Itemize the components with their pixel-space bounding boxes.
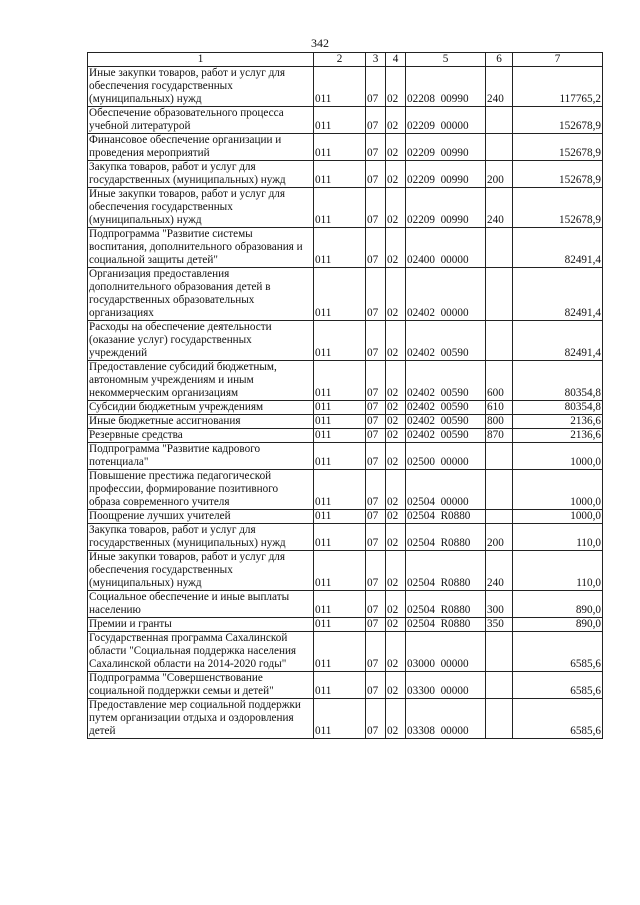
section-cell: 07 <box>366 429 386 443</box>
amount-cell: 890,0 <box>513 591 603 618</box>
amount-cell: 1000,0 <box>513 510 603 524</box>
admin-code-cell: 011 <box>314 107 366 134</box>
expense-type-cell: 600 <box>486 361 513 401</box>
subsection-cell: 02 <box>386 67 406 107</box>
target-article-cell: 02402 00590 <box>406 401 486 415</box>
section-cell: 07 <box>366 268 386 321</box>
table-row <box>88 672 603 699</box>
expense-type-cell: 870 <box>486 429 513 443</box>
table-row <box>88 524 603 551</box>
section-cell: 07 <box>366 551 386 591</box>
budget-table <box>87 52 603 739</box>
target-article-cell: 02402 00000 <box>406 268 486 321</box>
subsection-cell: 02 <box>386 551 406 591</box>
header-cell: 1 <box>88 53 314 67</box>
subsection-cell: 02 <box>386 632 406 672</box>
amount-cell: 152678,9 <box>513 161 603 188</box>
admin-code-cell: 011 <box>314 672 366 699</box>
target-article-cell: 03300 00000 <box>406 672 486 699</box>
subsection-cell: 02 <box>386 401 406 415</box>
subsection-cell: 02 <box>386 443 406 470</box>
table-row <box>88 632 603 672</box>
admin-code-cell: 011 <box>314 443 366 470</box>
row-name-cell: Расходы на обеспечение деятельности (оказание услуг) государственных учреждений <box>88 321 314 361</box>
target-article-cell: 02400 00000 <box>406 228 486 268</box>
table-row <box>88 361 603 401</box>
row-name-cell: Предоставление субсидий бюджетным, автономным учреждениям и иным некоммерческим организациям <box>88 361 314 401</box>
row-name-cell: Подпрограмма "Развитие кадрового потенциала" <box>88 443 314 470</box>
amount-cell: 2136,6 <box>513 415 603 429</box>
subsection-cell: 02 <box>386 107 406 134</box>
amount-cell: 80354,8 <box>513 361 603 401</box>
admin-code-cell: 011 <box>314 591 366 618</box>
subsection-cell: 02 <box>386 524 406 551</box>
target-article-cell: 02504 R0880 <box>406 618 486 632</box>
target-article-cell: 02402 00590 <box>406 321 486 361</box>
admin-code-cell: 011 <box>314 429 366 443</box>
target-article-cell: 02504 R0880 <box>406 591 486 618</box>
row-name-cell: Поощрение лучших учителей <box>88 510 314 524</box>
admin-code-cell: 011 <box>314 268 366 321</box>
expense-type-cell: 240 <box>486 67 513 107</box>
section-cell: 07 <box>366 632 386 672</box>
section-cell: 07 <box>366 470 386 510</box>
target-article-cell: 02209 00990 <box>406 188 486 228</box>
expense-type-cell <box>486 107 513 134</box>
amount-cell: 152678,9 <box>513 134 603 161</box>
amount-cell: 6585,6 <box>513 672 603 699</box>
section-cell: 07 <box>366 591 386 618</box>
expense-type-cell: 240 <box>486 188 513 228</box>
target-article-cell: 03000 00000 <box>406 632 486 672</box>
expense-type-cell: 200 <box>486 524 513 551</box>
target-article-cell: 02504 R0880 <box>406 524 486 551</box>
target-article-cell: 02209 00990 <box>406 134 486 161</box>
row-name-cell: Закупка товаров, работ и услуг для государственных (муниципальных) нужд <box>88 161 314 188</box>
row-name-cell: Закупка товаров, работ и услуг для государственных (муниципальных) нужд <box>88 524 314 551</box>
expense-type-cell: 350 <box>486 618 513 632</box>
admin-code-cell: 011 <box>314 618 366 632</box>
subsection-cell: 02 <box>386 591 406 618</box>
expense-type-cell <box>486 470 513 510</box>
section-cell: 07 <box>366 415 386 429</box>
subsection-cell: 02 <box>386 415 406 429</box>
admin-code-cell: 011 <box>314 134 366 161</box>
subsection-cell: 02 <box>386 470 406 510</box>
section-cell: 07 <box>366 188 386 228</box>
amount-cell: 1000,0 <box>513 443 603 470</box>
target-article-cell: 02208 00990 <box>406 67 486 107</box>
section-cell: 07 <box>366 524 386 551</box>
row-name-cell: Премии и гранты <box>88 618 314 632</box>
row-name-cell: Иные закупки товаров, работ и услуг для обеспечения государственных (муниципальных) нужд <box>88 67 314 107</box>
table-row <box>88 107 603 134</box>
expense-type-cell: 800 <box>486 415 513 429</box>
row-name-cell: Организация предоставления дополнительного образования детей в государственных образовательных организациях <box>88 268 314 321</box>
table-row <box>88 321 603 361</box>
section-cell: 07 <box>366 618 386 632</box>
table-row <box>88 161 603 188</box>
amount-cell: 152678,9 <box>513 188 603 228</box>
row-name-cell: Субсидии бюджетным учреждениям <box>88 401 314 415</box>
admin-code-cell: 011 <box>314 228 366 268</box>
section-cell: 07 <box>366 361 386 401</box>
amount-cell: 110,0 <box>513 551 603 591</box>
admin-code-cell: 011 <box>314 551 366 591</box>
expense-type-cell <box>486 632 513 672</box>
amount-cell: 6585,6 <box>513 632 603 672</box>
row-name-cell: Иные закупки товаров, работ и услуг для обеспечения государственных (муниципальных) нужд <box>88 551 314 591</box>
row-name-cell: Иные бюджетные ассигнования <box>88 415 314 429</box>
expense-type-cell <box>486 699 513 739</box>
amount-cell: 2136,6 <box>513 429 603 443</box>
page-number: 342 <box>311 36 329 50</box>
table-row <box>88 228 603 268</box>
amount-cell: 890,0 <box>513 618 603 632</box>
header-cell: 3 <box>366 53 386 67</box>
subsection-cell: 02 <box>386 268 406 321</box>
expense-type-cell <box>486 268 513 321</box>
subsection-cell: 02 <box>386 134 406 161</box>
row-name-cell: Резервные средства <box>88 429 314 443</box>
row-name-cell: Социальное обеспечение и иные выплаты населению <box>88 591 314 618</box>
subsection-cell: 02 <box>386 188 406 228</box>
subsection-cell: 02 <box>386 510 406 524</box>
amount-cell: 1000,0 <box>513 470 603 510</box>
target-article-cell: 02209 00000 <box>406 107 486 134</box>
amount-cell: 80354,8 <box>513 401 603 415</box>
admin-code-cell: 011 <box>314 67 366 107</box>
table-row <box>88 699 603 739</box>
target-article-cell: 02209 00990 <box>406 161 486 188</box>
admin-code-cell: 011 <box>314 470 366 510</box>
expense-type-cell <box>486 510 513 524</box>
admin-code-cell: 011 <box>314 401 366 415</box>
amount-cell: 152678,9 <box>513 107 603 134</box>
section-cell: 07 <box>366 134 386 161</box>
expense-type-cell: 200 <box>486 161 513 188</box>
table-row <box>88 510 603 524</box>
admin-code-cell: 011 <box>314 524 366 551</box>
row-name-cell: Подпрограмма "Развитие системы воспитания, дополнительного образования и социальной защиты детей" <box>88 228 314 268</box>
row-name-cell: Повышение престижа педагогической профессии, формирование позитивного образа современного учителя <box>88 470 314 510</box>
target-article-cell: 03308 00000 <box>406 699 486 739</box>
section-cell: 07 <box>366 672 386 699</box>
row-name-cell: Иные закупки товаров, работ и услуг для обеспечения государственных (муниципальных) нужд <box>88 188 314 228</box>
row-name-cell: Подпрограмма "Совершенствование социальной поддержки семьи и детей" <box>88 672 314 699</box>
table-row <box>88 415 603 429</box>
expense-type-cell: 300 <box>486 591 513 618</box>
expense-type-cell <box>486 443 513 470</box>
section-cell: 07 <box>366 510 386 524</box>
table-row <box>88 618 603 632</box>
subsection-cell: 02 <box>386 699 406 739</box>
admin-code-cell: 011 <box>314 632 366 672</box>
table-row <box>88 470 603 510</box>
expense-type-cell <box>486 321 513 361</box>
row-name-cell: Финансовое обеспечение организации и проведения мероприятий <box>88 134 314 161</box>
table-row <box>88 134 603 161</box>
table-row <box>88 401 603 415</box>
amount-cell: 82491,4 <box>513 228 603 268</box>
amount-cell: 110,0 <box>513 524 603 551</box>
admin-code-cell: 011 <box>314 188 366 228</box>
expense-type-cell <box>486 134 513 161</box>
table-row <box>88 67 603 107</box>
admin-code-cell: 011 <box>314 415 366 429</box>
admin-code-cell: 011 <box>314 321 366 361</box>
header-row <box>88 53 603 67</box>
target-article-cell: 02402 00590 <box>406 361 486 401</box>
section-cell: 07 <box>366 443 386 470</box>
subsection-cell: 02 <box>386 618 406 632</box>
table-row <box>88 591 603 618</box>
section-cell: 07 <box>366 321 386 361</box>
expense-type-cell: 240 <box>486 551 513 591</box>
amount-cell: 117765,2 <box>513 67 603 107</box>
section-cell: 07 <box>366 228 386 268</box>
header-cell: 7 <box>513 53 603 67</box>
section-cell: 07 <box>366 161 386 188</box>
admin-code-cell: 011 <box>314 161 366 188</box>
row-name-cell: Обеспечение образовательного процесса учебной литературой <box>88 107 314 134</box>
admin-code-cell: 011 <box>314 699 366 739</box>
admin-code-cell: 011 <box>314 510 366 524</box>
header-cell: 4 <box>386 53 406 67</box>
target-article-cell: 02504 R0880 <box>406 510 486 524</box>
table-row <box>88 443 603 470</box>
header-cell: 2 <box>314 53 366 67</box>
expense-type-cell: 610 <box>486 401 513 415</box>
subsection-cell: 02 <box>386 321 406 361</box>
table-row <box>88 429 603 443</box>
expense-type-cell <box>486 672 513 699</box>
table-row <box>88 188 603 228</box>
expense-type-cell <box>486 228 513 268</box>
target-article-cell: 02402 00590 <box>406 415 486 429</box>
subsection-cell: 02 <box>386 429 406 443</box>
target-article-cell: 02402 00590 <box>406 429 486 443</box>
section-cell: 07 <box>366 107 386 134</box>
amount-cell: 6585,6 <box>513 699 603 739</box>
table-row <box>88 268 603 321</box>
amount-cell: 82491,4 <box>513 268 603 321</box>
row-name-cell: Предоставление мер социальной поддержки путем организации отдыха и оздоровления детей <box>88 699 314 739</box>
table-row <box>88 551 603 591</box>
target-article-cell: 02504 00000 <box>406 470 486 510</box>
section-cell: 07 <box>366 67 386 107</box>
subsection-cell: 02 <box>386 228 406 268</box>
header-cell: 5 <box>406 53 486 67</box>
admin-code-cell: 011 <box>314 361 366 401</box>
section-cell: 07 <box>366 699 386 739</box>
row-name-cell: Государственная программа Сахалинской области "Социальная поддержка населения Сахалинской области на 2014-2020 годы" <box>88 632 314 672</box>
target-article-cell: 02500 00000 <box>406 443 486 470</box>
target-article-cell: 02504 R0880 <box>406 551 486 591</box>
section-cell: 07 <box>366 401 386 415</box>
subsection-cell: 02 <box>386 161 406 188</box>
amount-cell: 82491,4 <box>513 321 603 361</box>
header-cell: 6 <box>486 53 513 67</box>
subsection-cell: 02 <box>386 361 406 401</box>
subsection-cell: 02 <box>386 672 406 699</box>
